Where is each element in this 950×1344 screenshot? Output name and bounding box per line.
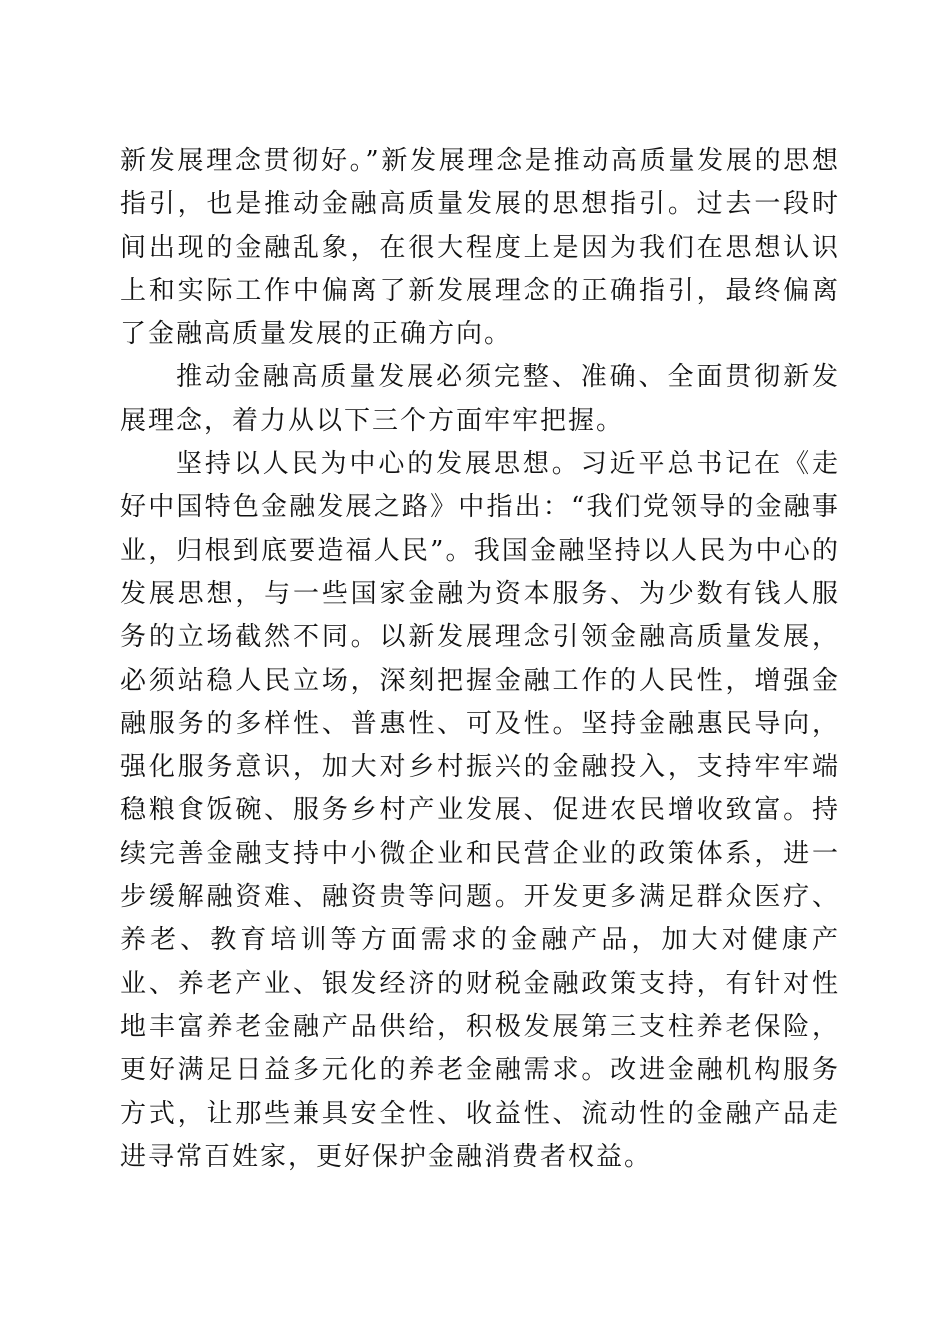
document-body xyxy=(120,140,840,1179)
paragraph-three-aspects: 推动金融高质量发展必须完整、准确、全面贯彻新发展理念，着力从以下三个方面牢牢把握。 xyxy=(120,362,840,436)
paragraph-continuation: 新发展理念贯彻好。”新发展理念是推动高质量发展的思想指引，也是推动金融高质量发展的思想指引。过去一段时间出现的金融乱象，在很大程度上是因为我们在思想认识上和实际工作中偏离了新发展理念的正确指引，最终偏离了金融高质量发展的正确方向。 xyxy=(120,146,840,350)
paragraph-people-centered: 坚持以人民为中心的发展思想。习近平总书记在《走好中国特色金融发展之路》中指出：“我们党领导的金融事业，归根到底要造福人民”。我国金融坚持以人民为中心的发展思想，与一些国家金融为资本服务、为少数有钱人服务的立场截然不同。以新发展理念引领金融高质量发展，必须站稳人民立场，深刻把握金融工作的人民性，增强金融服务的多样性、普惠性、可及性。坚持金融惠民导向，强化服务意识，加大对乡村振兴的金融投入，支持牢牢端稳粮食饭碗、服务乡村产业发展、促进农民增收致富。持续完善金融支持中小微企业和民营企业的政策体系，进一步缓解融资难、融资贵等问题。开发更多满足群众医疗、养老、教育培训等方面需求的金融产品，加大对健康产业、养老产业、银发经济的财税金融政策支持，有针对性地丰富养老金融产品供给，积极发展第三支柱养老保险，更好满足日益多元化的养老金融需求。改进金融机构服务方式，让那些兼具安全性、收益性、流动性的金融产品走进寻常百姓家，更好保护金融消费者权益。 xyxy=(120,449,840,1172)
